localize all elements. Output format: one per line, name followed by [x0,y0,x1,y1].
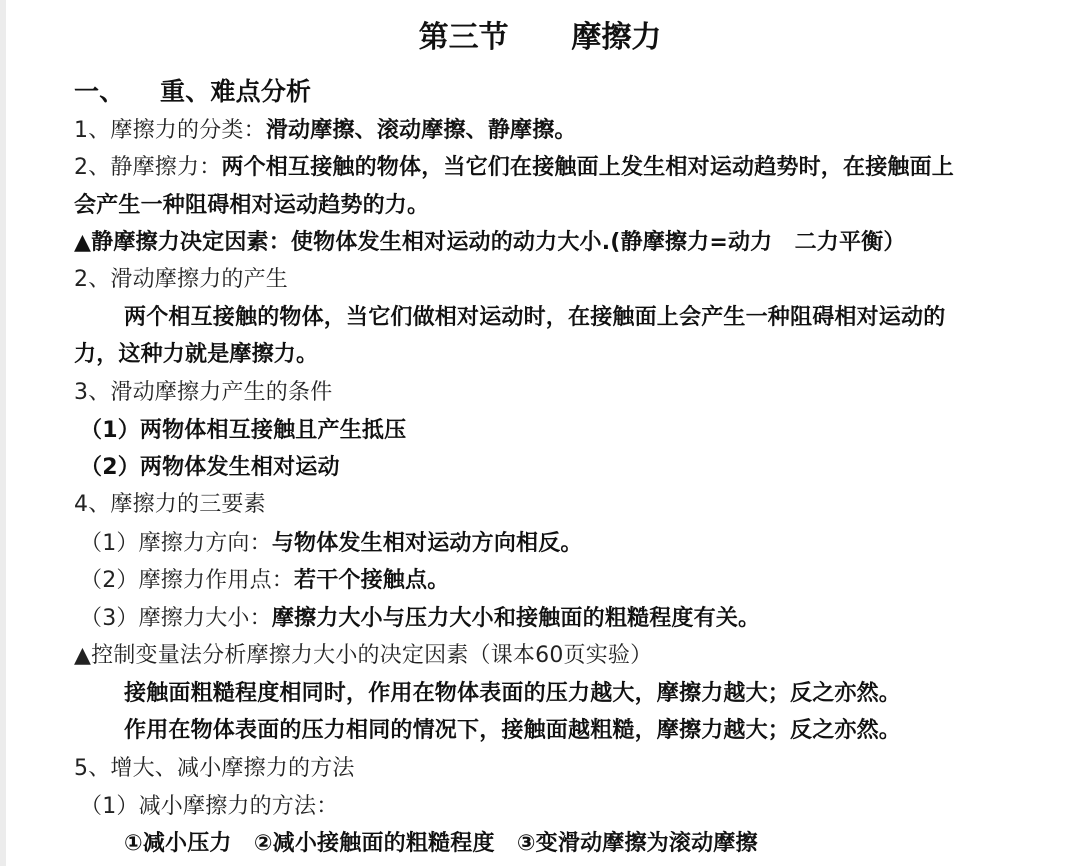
item-label: （3）摩擦力大小： [80,606,272,631]
page-title: 第三节 摩擦力 [418,20,662,55]
line-label: 2、静摩擦力： [74,155,222,180]
page-edge [0,0,6,866]
item-text: 若干个接触点。 [294,568,450,593]
heading-sliding-friction-conditions: 3、滑动摩擦力产生的条件 [74,380,333,405]
heading-three-elements: 4、摩擦力的三要素 [74,492,266,517]
line-text: 滑动摩擦、滚动摩擦、静摩擦。 [265,118,577,143]
element-item-3 [80,604,760,634]
line-text: 两个相互接触的物体，当它们在接触面上发生相对运动趋势时，在接触面上 [221,155,955,180]
item-label: （2）摩擦力作用点： [80,568,294,593]
line-sliding-friction-def-cont: 力，这种力就是摩擦力。 [74,342,319,367]
item-label: （1）摩擦力方向： [80,531,272,556]
element-item-1 [80,529,583,559]
heading-sliding-friction-origin: 2、滑动摩擦力的产生 [74,267,288,292]
heading-increase-decrease-methods: 5、增大、减小摩擦力的方法 [74,756,355,781]
note-control-variable: ▲控制变量法分析摩擦力大小的决定因素（课本60页实验） [74,643,653,668]
line-sliding-friction-def: 两个相互接触的物体，当它们做相对运动时，在接触面上会产生一种阻碍相对运动的 [124,305,946,330]
line-friction-types [74,116,577,146]
item-text: 与物体发生相对运动方向相反。 [271,531,583,556]
element-item-2 [80,566,449,596]
method-item-1-text: ①减小压力 ②减小接触面的粗糙程度 ③变滑动摩擦为滚动摩擦 [124,831,758,856]
section-heading: 一、 重、难点分析 [74,77,312,106]
line-static-friction-cont: 会产生一种阻碍相对运动趋势的力。 [74,193,430,218]
line-experiment-result-2: 作用在物体表面的压力相同的情况下，接触面越粗糙，摩擦力越大；反之亦然。 [124,718,902,743]
condition-item-2: （2）两物体发生相对运动 [80,455,340,480]
line-experiment-result-1: 接触面粗糙程度相同时，作用在物体表面的压力越大，摩擦力越大；反之亦然。 [124,681,902,706]
line-static-friction [74,153,954,183]
note-static-friction-factor: ▲静摩擦力决定因素：使物体发生相对运动的动力大小.(静摩擦力=动力 二力平衡） [74,230,906,255]
item-text: 摩擦力大小与压力大小和接触面的粗糙程度有关。 [271,606,761,631]
method-item-1-label: （1）减小摩擦力的方法： [80,794,339,819]
condition-item-1: （1）两物体相互接触且产生抵压 [80,418,407,443]
line-label: 1、摩擦力的分类： [74,118,266,143]
